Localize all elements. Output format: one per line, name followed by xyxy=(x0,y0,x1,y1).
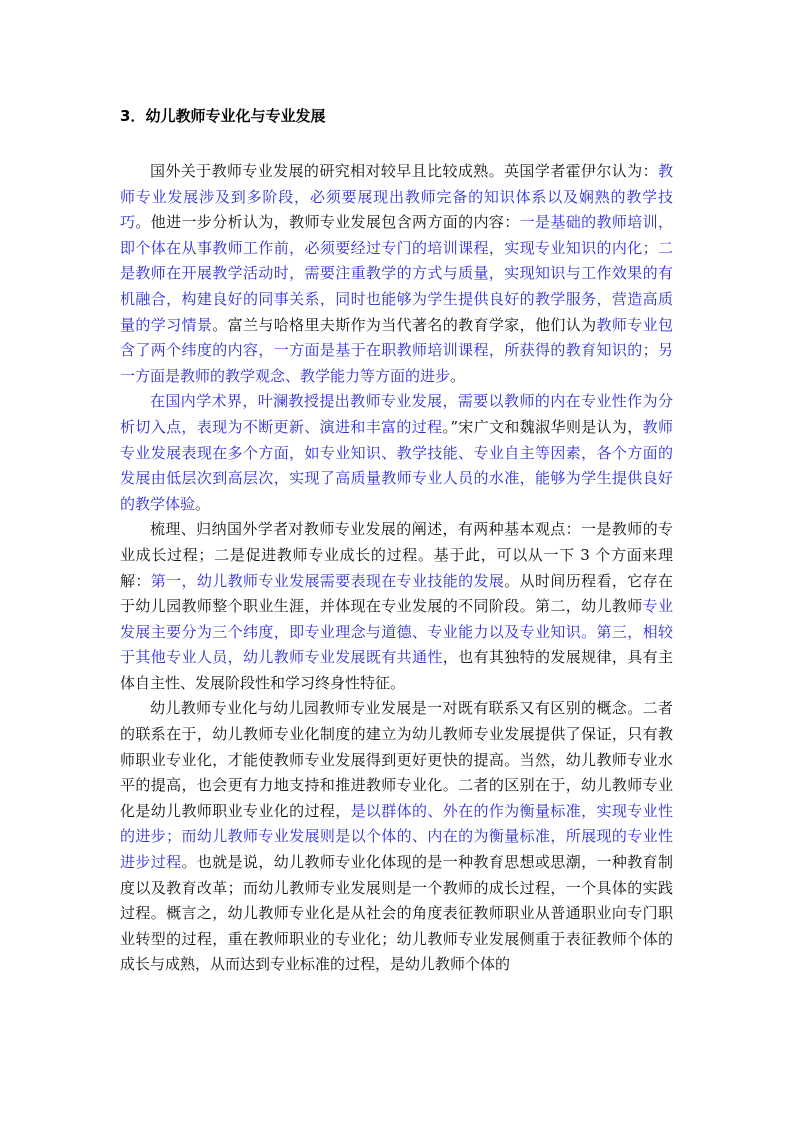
section-heading xyxy=(120,104,325,128)
text-segment: 。”宋广文和魏淑华则是认为， xyxy=(442,417,643,436)
text-segment: 。 xyxy=(195,494,211,513)
highlighted-text-segment: 专业发展主要分为三个纬度，即专业理念与道德、专业能力以及专业知识。第三，相较于其他专业人员，幼儿教师专业发展既有共通性 xyxy=(120,597,673,667)
text-segment: 。也就是说，幼儿教师专业化体现的是一种教育思想或思潮，一种教育制度以及教育改革；而幼儿教师专业发展则是一个教师的成长过程，一个具体的实践过程。概言之，幼儿教师专业化是从社会的角度表征教师职业从普通职业向专门职业转型的过程，重在教师职业的专业化；幼儿教师专业发展侧重于表征教师个体的成长与成熟，从而达到专业标准的过程，是幼儿教师个体的 xyxy=(120,853,673,974)
text-segment: 。他进一步分析认为，教师专业发展包含两方面的内容： xyxy=(135,213,520,232)
text-segment: 。从时间历程看，它存在于幼儿园教师整个职业生涯，并体现在专业发展的不同阶段。第二，幼儿教师 xyxy=(120,571,673,616)
paragraph-4 xyxy=(120,696,673,978)
text-segment: 国外关于教师专业发展的研究相对较早且比较成熟。英国学者霍伊尔认为： xyxy=(150,162,658,180)
text-segment: 幼儿教师专业化与幼儿园教师专业发展是一对既有联系又有区别的概念。二者的联系在于，幼儿教师专业化制度的建立为幼儿教师专业发展提供了保证，只有教师职业专业化，才能使教师专业发展得到更好更快的提高。当然，幼儿教师专业水平的提高，也会更有力地支持和推进教师专业化。二者的区别在于，幼儿教师专业化是幼儿教师职业专业化的过程， xyxy=(120,699,673,820)
text-segment: 梳理、归纳国外学者对教师专业发展的阐述，有两种基本观点：一是教师的专业成长过程；二是促进教师专业成长的过程。基于此，可以从一下 3 个方面来理解： xyxy=(120,520,673,590)
highlighted-text-segment: 第一，幼儿教师专业发展需要表现在专业技能的发展 xyxy=(150,571,505,590)
paragraph-1 xyxy=(120,159,673,389)
highlighted-text-segment: 教师专业包含了两个纬度的内容，一方面是基于在职教师培训课程，所获得的教育知识的；另一方面是教师的教学观念、教学能力等方面的进步 xyxy=(120,315,673,385)
paragraph-2 xyxy=(120,389,673,517)
paragraph-3 xyxy=(120,517,673,696)
highlighted-text-segment: 教师专业发展涉及到多阶段，必须要展现出教师完备的知识体系以及娴熟的教学技巧 xyxy=(120,162,673,232)
highlighted-text-segment: 在国内学术界，叶澜教授提出教师专业发展，需要以教师的内在专业性作为分析切入点，表现为不断更新、演进和丰富的过程 xyxy=(120,392,673,436)
text-segment: 。 xyxy=(450,366,466,385)
section-number: 3． xyxy=(120,107,146,125)
highlighted-text-segment: 一是基础的教师培训，即个体在从事教师工作前，必须要经过专门的培训课程，实现专业知识的内化；二是教师在开展教学活动时，需要注重教学的方式与质量，实现知识与工作效果的有机融合，构建良好的同事关系，同时也能够为学生提供良好的教学服务，营造高质量的学习情景 xyxy=(120,213,673,334)
highlighted-text-segment: 教师专业发展表现在多个方面，如专业知识、教学技能、专业自主等因素，各个方面的发展由低层次到高层次，实现了高质量教师专业人员的水准，能够为学生提供良好的教学体验 xyxy=(120,417,673,513)
body-text xyxy=(120,159,673,978)
section-title: 幼儿教师专业化与专业发展 xyxy=(145,107,326,125)
text-segment: ，也有其独特的发展规律，具有主体自主性、发展阶段性和学习终身性特征。 xyxy=(120,648,673,692)
highlighted-text-segment: 是以群体的、外在的作为衡量标准，实现专业性的进步；而幼儿教师专业发展则是以个体的、内在的为衡量标准，所展现的专业性进步过程 xyxy=(120,801,673,872)
text-segment: 。富兰与哈格里夫斯作为当代著名的教育学家，他们认为 xyxy=(212,315,597,334)
